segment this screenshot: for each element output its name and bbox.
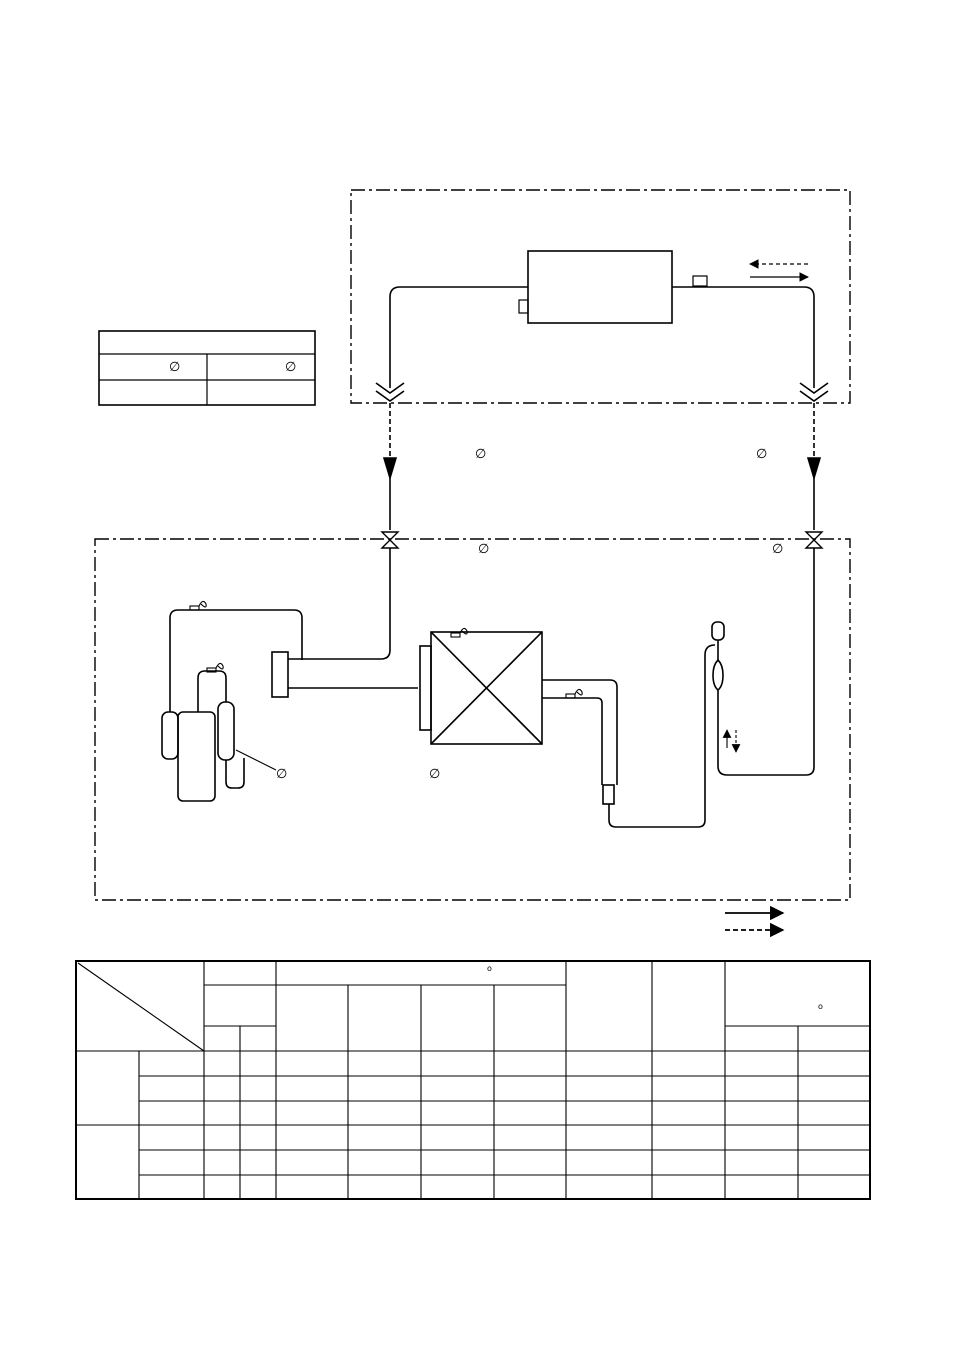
indoor-sensor-left [519, 300, 528, 313]
packed-valve-gas [806, 532, 822, 548]
strainer [603, 785, 614, 804]
liquid-pipe-diameter: ∅ [475, 447, 487, 462]
suction-loop-pipe [198, 671, 226, 712]
liquid-pipe-arrow-head [384, 458, 396, 478]
td-sensor-wire-icon [199, 601, 206, 607]
capillary-pipe [609, 645, 715, 827]
accumulator [218, 702, 234, 760]
compressor [178, 712, 215, 801]
te-sensor [451, 633, 460, 637]
four-way-valve [272, 652, 288, 697]
pulse-motor-valve [712, 622, 724, 640]
valve-diameter-liquid: ∅ [478, 542, 490, 557]
ts-sensor-wire-icon [216, 663, 223, 669]
indoor-pipe-left [390, 287, 528, 388]
gas-pipe-diameter: ∅ [756, 447, 768, 462]
pmv-outlet-pipe [718, 548, 814, 775]
diameter-symbol: ∅ [169, 360, 181, 375]
pipe-size-table [99, 331, 315, 405]
condenser-outlet-pipe [542, 680, 617, 785]
flow-legend [725, 913, 783, 930]
degree-symbol: o [818, 1002, 823, 1011]
packed-valve-liquid [382, 532, 398, 548]
outdoor-unit [95, 532, 850, 900]
indoor-unit-boundary [351, 190, 850, 403]
capillary-diameter: ∅ [429, 767, 441, 782]
connecting-pipes [384, 403, 820, 530]
operating-data-table [76, 961, 870, 1199]
valve-diameter-gas: ∅ [772, 542, 784, 557]
leader-line [236, 750, 276, 770]
pipe-liquid-to-valve [288, 548, 390, 659]
accumulator-diameter: ∅ [276, 767, 288, 782]
outdoor-unit-boundary [95, 539, 850, 900]
gas-pipe-arrow-head [808, 458, 820, 478]
heat-exchanger-header [420, 646, 431, 730]
indoor-heat-exchanger [528, 251, 672, 323]
accumulator-outlet-pipe [226, 758, 244, 788]
to-sensor-wire-icon [575, 689, 582, 695]
pmv-body [713, 660, 723, 690]
diameter-symbol: ∅ [285, 360, 297, 375]
indoor-unit [351, 190, 850, 403]
indoor-sensor-right [693, 276, 707, 286]
compressor-terminal [162, 712, 178, 759]
indoor-pipe-right [672, 287, 814, 388]
degree-symbol: o [487, 964, 492, 973]
